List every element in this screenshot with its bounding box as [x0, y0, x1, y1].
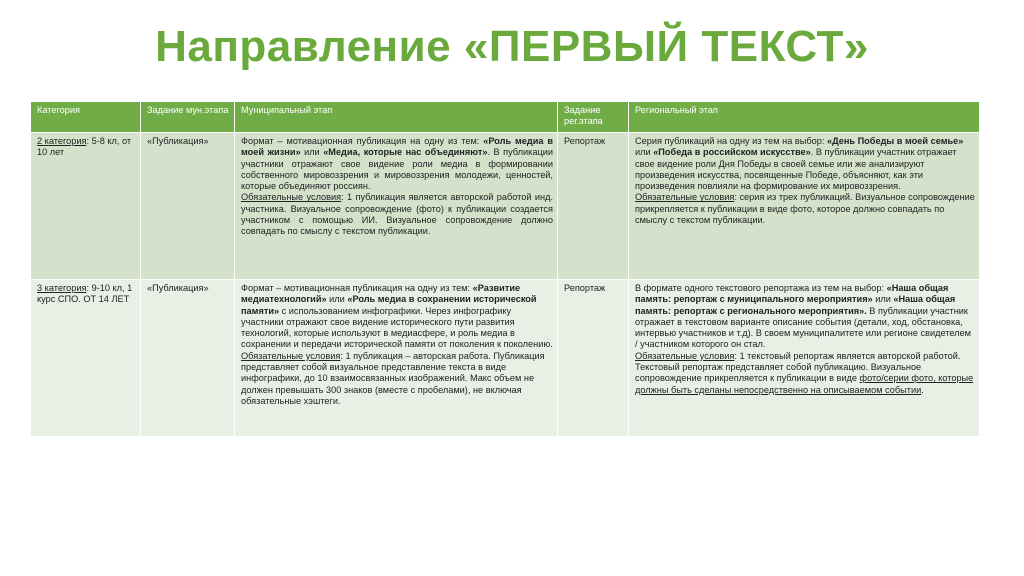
- topic-1: «Наша общая память: репортаж с муниципального мероприятия»: [635, 283, 949, 305]
- topic-2: «Наша общая память: репортаж с регионального мероприятия».: [635, 294, 956, 316]
- topic-2: «Медиа, которые нас объединяют»: [323, 147, 488, 158]
- task-reg-cell: Репортаж: [558, 133, 629, 280]
- category-cell: [31, 280, 141, 437]
- header-task-reg: Задание рег.этапа: [558, 102, 629, 133]
- municipal-cell: [235, 133, 558, 280]
- header-municipal: Муниципальный этап: [235, 102, 558, 133]
- text: . В публикации участник отражает свое видение роли Дня Победы в своей семье или же анализируют произведения искусства, посвященные Победе, объясняют, как эти произведения повлияли на формирование их мировоззрения.: [635, 147, 957, 192]
- text: Серия публикаций на одну из тем на выбор:: [635, 136, 827, 146]
- competition-table: [30, 101, 980, 437]
- slide-title: Направление «ПЕРВЫЙ ТЕКСТ»: [155, 22, 869, 71]
- topic-1: «Развитие медиатехнологий»: [241, 283, 521, 305]
- text: В формате одного текстового репортажа из тем на выбор:: [635, 283, 887, 293]
- table-header-row: [31, 102, 980, 133]
- text: или: [872, 294, 894, 305]
- text: с использованием инфографики. Через инфографику участники отражают свое видение исторического пути развития технологий, которые используют в медиасфере, и роль медиа в сохранении и передачи исторической памяти от поколения к поколению.: [241, 305, 553, 350]
- header-regional: Региональный этап: [629, 102, 980, 133]
- conditions-label: Обязательные условия: [241, 192, 342, 203]
- text: или: [635, 147, 654, 158]
- header-category: Категория: [31, 102, 141, 133]
- task-mun-cell: «Публикация»: [141, 280, 235, 437]
- header-task-mun: Задание мун.этапа: [141, 102, 235, 133]
- conditions-label: Обязательные условия: [635, 350, 735, 361]
- conditions-text: : серия из трех публикаций. Визуальное сопровождение прикрепляется к публикации в виде фото, которое должно совпадать по смыслу с текстом публикации.: [635, 192, 975, 226]
- table-row: [31, 280, 980, 437]
- task-mun-cell: «Публикация»: [141, 133, 235, 280]
- category-rest: : 5-8 кл, от 10 лет: [37, 136, 132, 158]
- text: Формат – мотивационная публикация на одну из тем:: [241, 283, 473, 293]
- category-rest: : 9-10 кл, 1 курс СПО. ОТ 14 ЛЕТ: [37, 283, 133, 305]
- text: . В публикации участники отражают свое видение роли медиа в формировании собственного мировоззрения и мировоззрения молодежи, ценностей, которые объединяют россиян.: [241, 147, 553, 192]
- task-reg-cell: Репортаж: [558, 280, 629, 437]
- conditions-text: : 1 публикация – авторская работа. Публикация представляет собой визуальное представление текста в виде инфографики, до 10 взаимосвязанных изображений. Макс объем не должен превышать 300 знаков (вместе с пробелами), не включая обязательные хэштеги.: [241, 350, 545, 406]
- topic-1: «Роль медиа в моей жизни»: [241, 136, 553, 158]
- topic-1: «День Победы в моей семье»: [826, 136, 964, 146]
- conditions-label: Обязательные условия: [635, 192, 735, 203]
- municipal-cell: [235, 280, 558, 437]
- regional-cell: [629, 133, 980, 280]
- text: .: [921, 384, 924, 395]
- table-row: [31, 133, 980, 280]
- photo-requirement: фото/серии фото, которые должны быть сделаны непосредственно на описываемом событии: [635, 373, 974, 395]
- category-cell: [31, 133, 141, 280]
- text: или: [326, 294, 348, 305]
- conditions-text: : 1 публикация является авторской работой инд. участника. Визуальное сопровождение (фото) к публикации создается участником с помощью ИИ. Визуальное сопровождение должно совпадать по смыслу с текстом публикации.: [241, 192, 553, 237]
- topic-2: «Роль медиа в сохранении исторической памяти»: [241, 294, 537, 316]
- text: В публикации участник отражает в текстовом варианте описание события (детали, ход, обстановка, интервью участников и т.д). В своем муниципалитете или регионе свидетелем / участником которого он стал.: [635, 305, 971, 350]
- category-label: 3 категория: [37, 283, 87, 293]
- conditions-text: : 1 текстовый репортаж является авторской работой. Текстовый репортаж представляет собой публикацию. Визуальное сопровождение прикрепляется к публикации в виде: [635, 350, 961, 384]
- topic-2: «Победа в российском искусстве»: [653, 147, 811, 158]
- category-label: 2 категория: [37, 136, 87, 146]
- regional-cell: [629, 280, 980, 437]
- text: или: [300, 147, 324, 158]
- conditions-label: Обязательные условия: [241, 350, 341, 361]
- text: Формат – мотивационная публикация на одну из тем:: [241, 136, 484, 146]
